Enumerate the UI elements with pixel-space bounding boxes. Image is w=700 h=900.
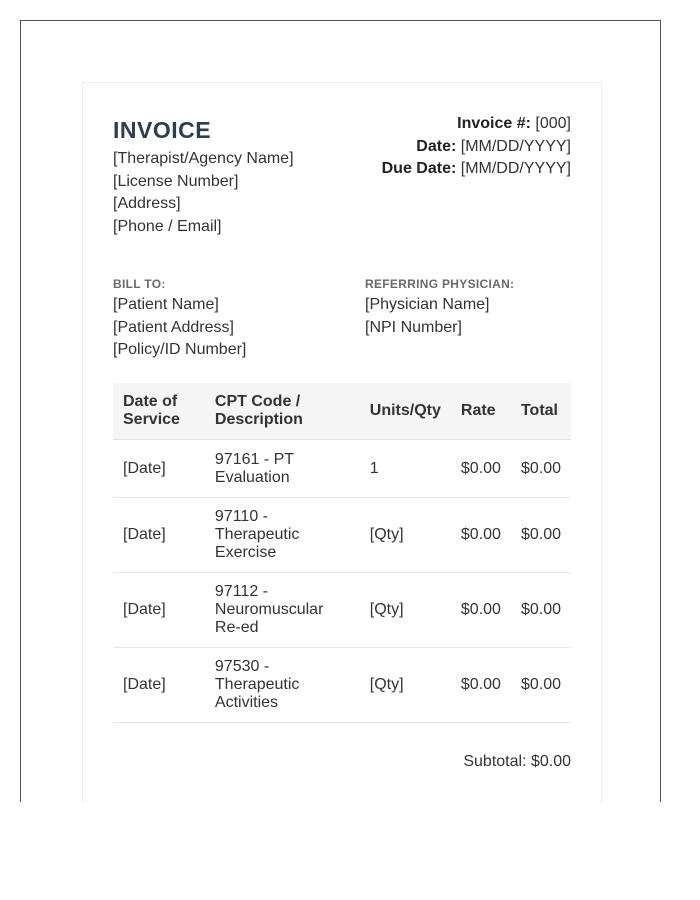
cell-date: [Date]: [113, 573, 205, 648]
table-row: [113, 498, 571, 573]
cell-total: $0.00: [511, 573, 571, 648]
header-rate: Rate: [451, 383, 511, 440]
invoice-due-date: [382, 158, 571, 181]
invoice-number-label: Invoice #:: [457, 115, 531, 132]
cell-description: 97112 - Neuromuscular Re-ed: [205, 573, 360, 648]
cell-units: [Qty]: [360, 648, 451, 723]
patient-address: [Patient Address]: [113, 318, 234, 336]
provider-name: [Therapist/Agency Name]: [113, 150, 294, 167]
cell-date: [Date]: [113, 498, 205, 573]
invoice-title: INVOICE: [113, 117, 212, 143]
cell-units: [Qty]: [360, 573, 451, 648]
invoice-date-label: Date:: [416, 137, 457, 155]
provider-block: [113, 113, 294, 238]
invoice-due-value: [MM/DD/YYYY]: [456, 160, 571, 177]
cell-units: 1: [360, 440, 451, 498]
cell-rate: $0.00: [451, 498, 511, 573]
bill-to-block: [113, 277, 246, 362]
subtotal: Subtotal: $0.00: [463, 753, 571, 770]
physician-npi: [NPI Number]: [365, 318, 462, 336]
invoice-number: [382, 113, 571, 136]
invoice-number-value: [000]: [530, 115, 571, 132]
referring-physician-label: REFERRING PHYSICIAN:: [365, 277, 515, 291]
patient-name: [Patient Name]: [113, 296, 219, 313]
line-items-table: [113, 383, 571, 723]
cell-total: $0.00: [511, 440, 571, 498]
cell-date: [Date]: [113, 440, 205, 498]
invoice-date-value: [MM/DD/YYYY]: [456, 137, 571, 155]
table-row: [113, 573, 571, 648]
invoice-due-label: Due Date:: [381, 160, 457, 177]
cell-description: 97110 - Therapeutic Exercise: [205, 498, 360, 573]
cell-rate: $0.00: [451, 648, 511, 723]
table-header-row: [113, 383, 571, 440]
header-total: Total: [511, 383, 571, 440]
invoice-sheet: [82, 82, 602, 802]
cell-total: $0.00: [511, 498, 571, 573]
referring-physician-block: [365, 277, 514, 339]
header-units: Units/Qty: [360, 383, 451, 440]
physician-name: [Physician Name]: [365, 296, 490, 313]
cell-rate: $0.00: [451, 573, 511, 648]
cell-total: $0.00: [511, 648, 571, 723]
provider-contact: [Phone / Email]: [113, 217, 222, 235]
cell-date: [Date]: [113, 648, 205, 723]
provider-license: [License Number]: [113, 172, 239, 190]
cell-units: [Qty]: [360, 498, 451, 573]
provider-address: [Address]: [113, 195, 181, 212]
bill-to-label: BILL TO:: [113, 277, 166, 291]
cell-description: 97530 - Therapeutic Activities: [205, 648, 360, 723]
header-description: CPT Code / Description: [205, 383, 360, 440]
invoice-date: [382, 136, 571, 159]
document-page: [20, 20, 661, 802]
cell-description: 97161 - PT Evaluation: [205, 440, 360, 498]
table-row: [113, 648, 571, 723]
cell-rate: $0.00: [451, 440, 511, 498]
invoice-content: [113, 113, 571, 771]
invoice-meta: [382, 113, 571, 181]
table-row: [113, 440, 571, 498]
invoice-header: [113, 113, 571, 273]
parties-section: [113, 273, 571, 383]
patient-policy: [Policy/ID Number]: [113, 341, 247, 358]
header-date: Date of Service: [113, 383, 205, 440]
